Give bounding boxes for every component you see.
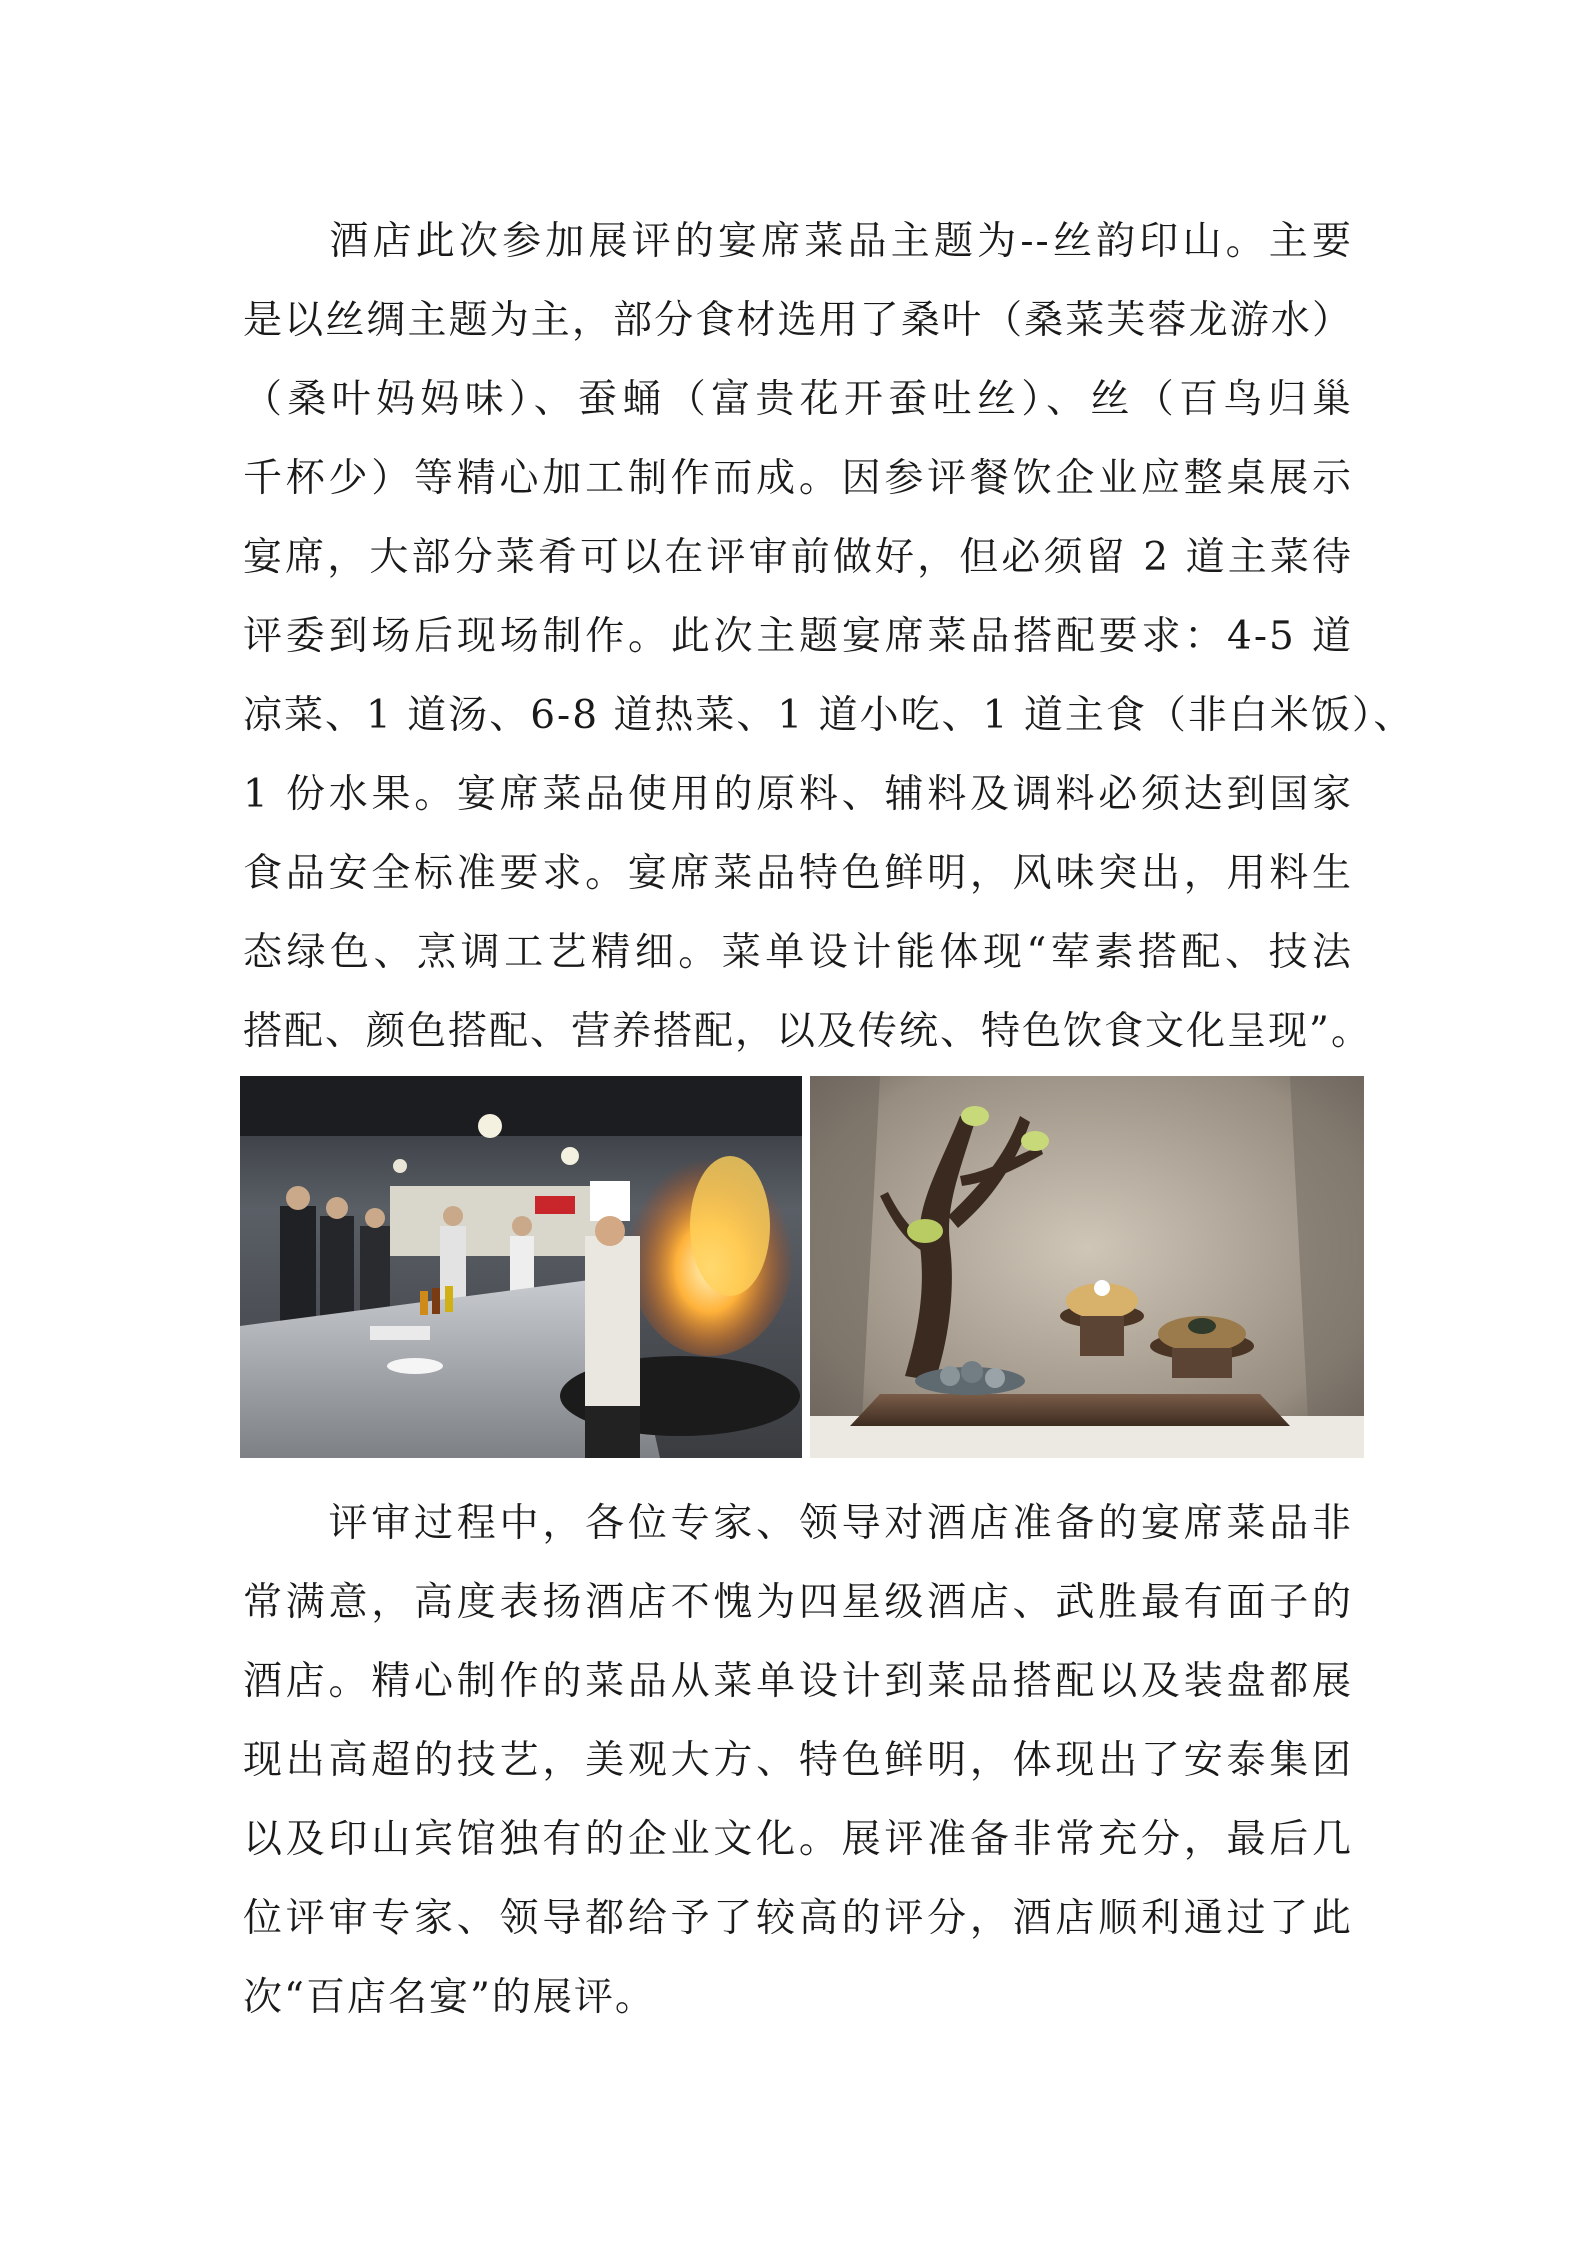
paragraph-2-line: 次“百店名宴”的展评。 — [243, 1975, 656, 2020]
kitchen-photo — [240, 1076, 802, 1458]
paragraph-1-line: （桑叶妈妈味）、蚕蛹（富贵花开蚕吐丝）、丝（百鸟归巢 — [243, 377, 1353, 422]
paragraph-2-line: 现出高超的技艺，美观大方、特色鲜明，体现出了安泰集团 — [243, 1738, 1353, 1783]
paragraph-1-line: 态绿色、烹调工艺精细。菜单设计能体现“荤素搭配、技法 — [243, 930, 1353, 975]
photo-row — [240, 1076, 1364, 1458]
paragraph-1-line: 酒店此次参加展评的宴席菜品主题为--丝韵印山。主要 — [243, 219, 1353, 264]
banquet-dish-photo — [810, 1076, 1364, 1458]
paragraph-1-line: 凉菜、1 道汤、6-8 道热菜、1 道小吃、1 道主食（非白米饭）、 — [243, 693, 1415, 738]
paragraph-1-line: 宴席，大部分菜肴可以在评审前做好，但必须留 2 道主菜待 — [243, 535, 1353, 580]
paragraph-2 — [243, 1484, 1353, 2037]
banquet-dish-image — [810, 1076, 1364, 1458]
paragraph-1-line: 食品安全标准要求。宴席菜品特色鲜明，风味突出，用料生 — [243, 851, 1353, 896]
paragraph-1-line: 是以丝绸主题为主，部分食材选用了桑叶（桑菜芙蓉龙游水） — [243, 298, 1353, 343]
paragraph-1-line: 搭配、颜色搭配、营养搭配，以及传统、特色饮食文化呈现”。 — [243, 1009, 1372, 1054]
paragraph-2-line: 评审过程中，各位专家、领导对酒店准备的宴席菜品非 — [243, 1501, 1353, 1546]
kitchen-scene-image — [240, 1076, 802, 1458]
paragraph-1 — [243, 202, 1415, 1071]
paragraph-2-line: 以及印山宾馆独有的企业文化。展评准备非常充分，最后几 — [243, 1817, 1353, 1862]
paragraph-1-line: 1 份水果。宴席菜品使用的原料、辅料及调料必须达到国家 — [243, 772, 1353, 817]
paragraph-2-line: 位评审专家、领导都给予了较高的评分，酒店顺利通过了此 — [243, 1896, 1353, 1941]
paragraph-2-line: 酒店。精心制作的菜品从菜单设计到菜品搭配以及装盘都展 — [243, 1659, 1353, 1704]
paragraph-1-line: 评委到场后现场制作。此次主题宴席菜品搭配要求：4-5 道 — [243, 614, 1353, 659]
paragraph-2-line: 常满意，高度表扬酒店不愧为四星级酒店、武胜最有面子的 — [243, 1580, 1353, 1625]
paragraph-1-line: 千杯少）等精心加工制作而成。因参评餐饮企业应整桌展示 — [243, 456, 1353, 501]
